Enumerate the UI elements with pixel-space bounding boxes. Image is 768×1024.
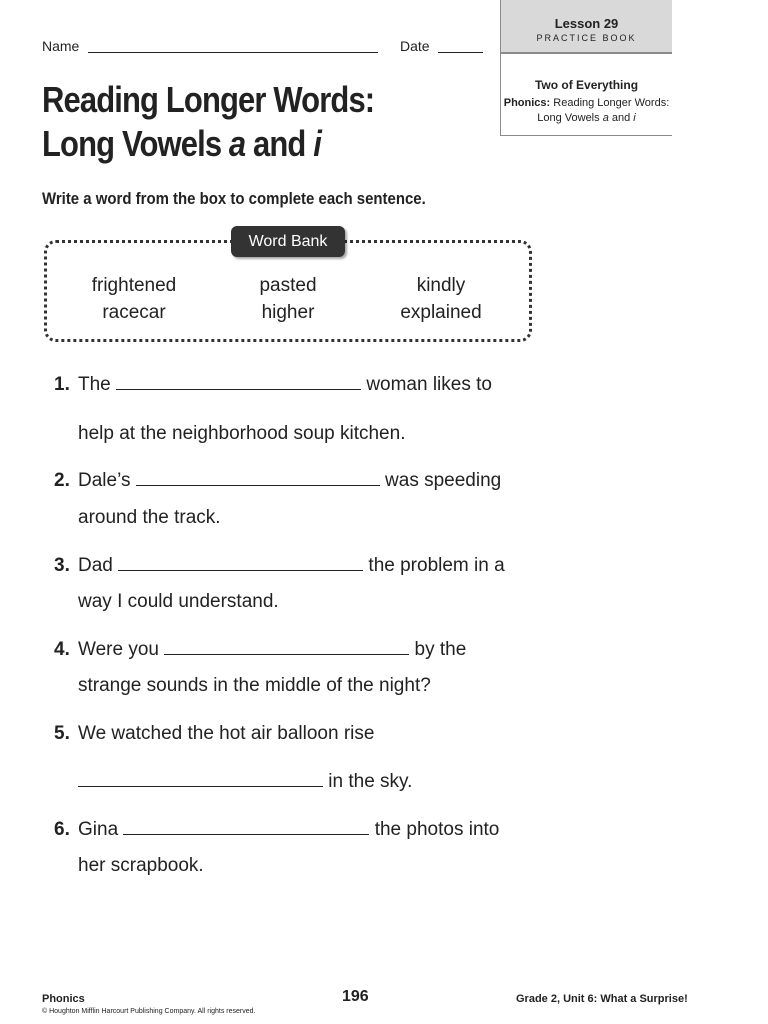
sentence-continuation: around the track. <box>78 507 221 528</box>
answer-blank[interactable] <box>78 785 323 787</box>
answer-blank[interactable] <box>116 388 361 390</box>
sentence-continuation: way I could understand. <box>78 591 279 612</box>
phonics-skill <box>501 96 672 126</box>
word-bank-word: kindly <box>416 275 466 296</box>
answer-blank[interactable] <box>123 833 369 835</box>
page-number: 196 <box>342 988 369 1005</box>
copyright-notice: © Houghton Mifflin Harcourt Publishing Company. All rights reserved. <box>42 1008 256 1015</box>
phonics-vowel-a: a <box>602 112 609 124</box>
title-line1: Reading Longer Words: <box>42 79 375 120</box>
date-label: Date <box>400 38 430 54</box>
sentence-number: 5. <box>54 723 70 744</box>
sentence-number: 1. <box>54 374 70 395</box>
title-line2-text: Long Vowels <box>42 123 229 164</box>
sentence-text: was speeding <box>385 470 502 491</box>
sentence-text: woman likes to <box>366 374 492 395</box>
sentence-continuation: her scrapbook. <box>78 855 204 876</box>
sentence-text: in the sky. <box>328 771 413 792</box>
answer-blank[interactable] <box>164 653 409 655</box>
sentence-number: 6. <box>54 819 70 840</box>
title-vowel-a: a <box>228 123 246 164</box>
word-bank-word: frightened <box>91 275 177 296</box>
date-field[interactable] <box>438 52 483 53</box>
sentence-2 <box>78 470 501 492</box>
lesson-number: Lesson 29 <box>554 16 619 31</box>
phonics-vowel-i: i <box>633 112 636 124</box>
phonics-and: and <box>608 112 634 124</box>
sentence-continuation: strange sounds in the middle of the night? <box>78 675 431 696</box>
title-line2 <box>42 122 374 166</box>
word-bank-label: Word Bank <box>231 226 345 257</box>
sentence-6 <box>78 819 499 841</box>
footer-unit: Grade 2, Unit 6: What a Surprise! <box>516 993 688 1005</box>
sentence-continuation: help at the neighborhood soup kitchen. <box>78 423 406 444</box>
sentence-1 <box>78 374 492 396</box>
page-title <box>42 78 374 166</box>
sentence-text: Were you <box>78 639 159 660</box>
sentence-number: 2. <box>54 470 70 491</box>
word-bank-word: higher <box>261 302 315 323</box>
sentence-text: Gina <box>78 819 119 840</box>
footer-section: Phonics <box>42 993 85 1005</box>
lesson-box <box>500 0 672 136</box>
lesson-header <box>501 0 672 54</box>
phonics-skill-line1: Reading Longer Words: <box>553 97 670 109</box>
sentence-5: We watched the hot air balloon rise <box>78 723 375 744</box>
sentence-number: 3. <box>54 555 70 576</box>
sentence-text: the problem in a <box>368 555 505 576</box>
sentence-text: the photos into <box>374 819 500 840</box>
title-vowel-i: i <box>313 123 321 164</box>
name-field[interactable] <box>88 52 378 53</box>
answer-blank[interactable] <box>118 569 363 571</box>
sentence-3 <box>78 555 505 577</box>
title-and: and <box>245 123 314 164</box>
instructions: Write a word from the box to complete each sentence. <box>42 189 426 208</box>
sentence-number: 4. <box>54 639 70 660</box>
story-title: Two of Everything <box>534 78 639 92</box>
name-label: Name <box>42 38 80 54</box>
sentence-5-continuation <box>78 771 412 793</box>
sentence-4 <box>78 639 466 661</box>
sentence-text: Dad <box>78 555 113 576</box>
phonics-label: Phonics: <box>503 97 551 109</box>
answer-blank[interactable] <box>136 484 380 486</box>
lesson-info <box>501 78 672 126</box>
word-bank-word: racecar <box>102 302 166 323</box>
sentence-text: by the <box>414 639 467 660</box>
practice-book-label: PRACTICE BOOK <box>536 33 637 43</box>
word-bank-word: pasted <box>259 275 317 296</box>
sentence-text: The <box>78 374 111 395</box>
word-bank-word: explained <box>400 302 482 323</box>
phonics-skill-line2: Long Vowels <box>537 112 603 124</box>
sentence-text: Dale’s <box>78 470 131 491</box>
